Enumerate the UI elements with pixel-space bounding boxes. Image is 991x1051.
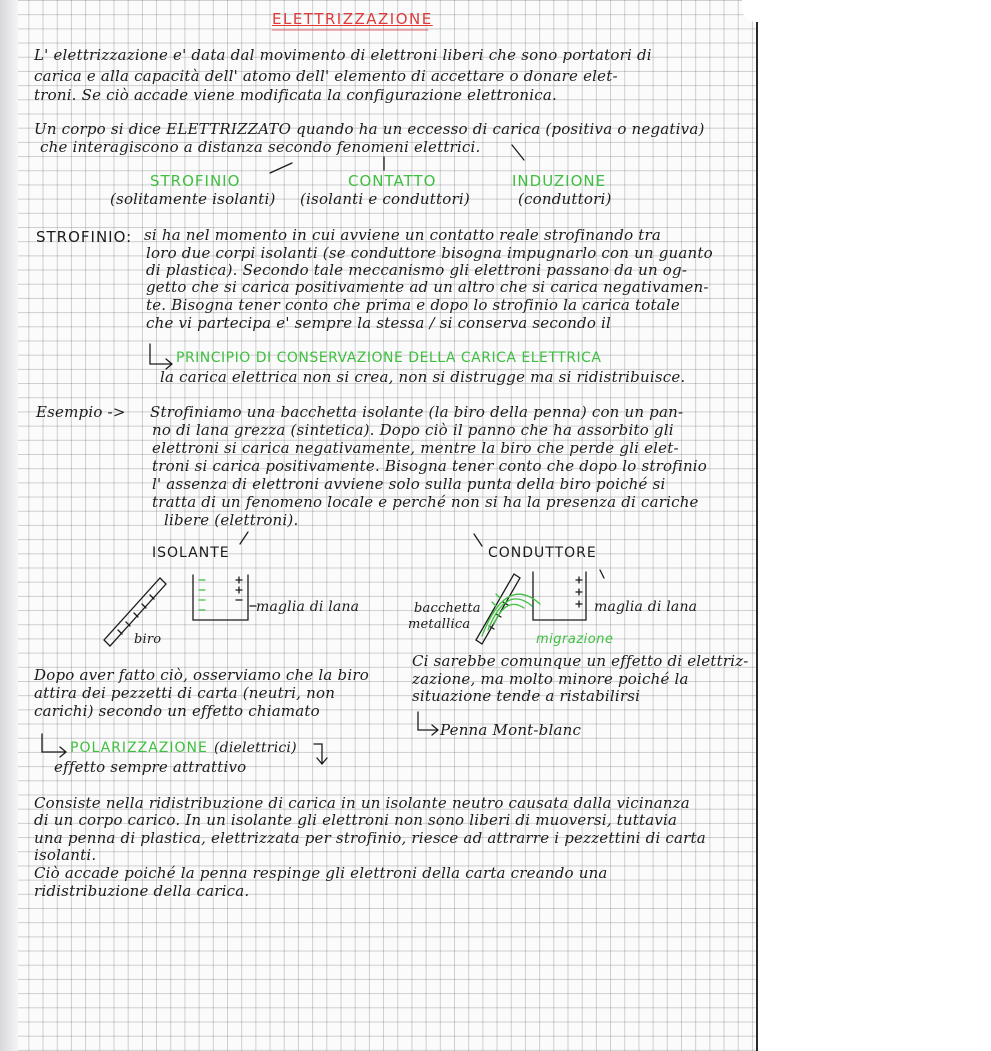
method-strofinio-note: (solitamente isolanti): [110, 190, 276, 208]
polarizzazione-title: POLARIZZAZIONE: [70, 740, 208, 756]
strofinio-label: STROFINIO:: [36, 228, 133, 246]
final-line-5: Ciò accade poiché la penna respinge gli elettroni della carta creando una: [34, 864, 608, 882]
final-line-3: una penna di plastica, elettrizzata per strofinio, riesce ad attrarre i pezzettini di carta: [34, 829, 706, 847]
strofinio-line-4: getto che si carica positivamente ad un altro che si carica negativamen-: [146, 278, 709, 296]
maglia-label-conduttore: maglia di lana: [594, 599, 698, 615]
maglia-label-isolante: maglia di lana: [256, 599, 360, 615]
method-strofinio: STROFINIO: [150, 172, 241, 190]
isolante-rod: [104, 578, 166, 646]
conduttore-label: CONDUTTORE: [488, 545, 597, 561]
final-line-6: ridistribuzione della carica.: [34, 882, 250, 900]
isolante-minus-marks: [199, 580, 205, 610]
esempio-line-6: tratta di un fenomeno locale e perché non si ha la presenza di cariche: [152, 493, 699, 511]
strofinio-line-2: loro due corpi isolanti (se conduttore bisogna impugnarlo con un guanto: [146, 244, 713, 262]
method-induzione-note: (conduttori): [518, 190, 612, 208]
biro-label: biro: [134, 632, 162, 647]
strofinio-line-6: che vi partecipa e' sempre la stessa / si conserva secondo il: [146, 314, 612, 332]
method-induzione: INDUZIONE: [512, 172, 607, 190]
principle-arrow: [150, 344, 172, 369]
branch-right-line: [512, 145, 524, 160]
migrazione-label: migrazione: [536, 632, 614, 647]
principle-title: PRINCIPIO DI CONSERVAZIONE DELLA CARICA ELETTRICA: [176, 350, 602, 366]
result-line-2: attira dei pezzetti di carta (neutri, non: [34, 684, 336, 702]
result-line-1: Dopo aver fatto ciò, osserviamo che la biro: [34, 666, 369, 684]
isolante-tick: [240, 532, 248, 544]
final-line-2: di un corpo carico. In un isolante gli elettroni non sono liberi di muoversi, tuttavia: [34, 811, 678, 829]
branch-left-line: [270, 163, 292, 173]
intro-line-2: carica e alla capacità dell' atomo dell' elemento di accettare o donare elet-: [34, 67, 618, 85]
esempio-line-1: Strofiniamo una bacchetta isolante (la biro della penna) con un pan-: [150, 403, 684, 421]
conduttore-tick-top: [600, 570, 604, 578]
penna-label: Penna Mont-blanc: [440, 721, 582, 739]
intro-line-3: troni. Se ciò accade viene modificata la configurazione elettronica.: [34, 86, 557, 104]
result-line-3: carichi) secondo un effetto chiamato: [34, 702, 320, 720]
esempio-label: Esempio ->: [36, 403, 126, 421]
method-contatto: CONTATTO: [348, 172, 437, 190]
conduttore-tick: [474, 534, 482, 546]
conduttore-beaker: [533, 572, 586, 620]
strofinio-line-5: te. Bisogna tener conto che prima e dopo lo strofinio la carica totale: [146, 296, 680, 314]
polarizzazione-sub: effetto sempre attrattivo: [54, 758, 247, 776]
definition-line-1: Un corpo si dice ELETTRIZZATO quando ha un eccesso di carica (positiva o negativa): [34, 120, 705, 138]
principle-text: la carica elettrica non si crea, non si distrugge ma si ridistribuisce.: [160, 368, 686, 386]
conductor-line-1: Ci sarebbe comunque un effetto di elettriz-: [412, 652, 749, 670]
conductor-line-2: zazione, ma molto minore poiché la: [412, 670, 689, 688]
isolante-beaker: [193, 575, 248, 620]
conductor-line-3: situazione tende a ristabilirsi: [412, 687, 641, 705]
strofinio-line-1: si ha nel momento in cui avviene un contatto reale strofinando tra: [144, 226, 662, 244]
bacchetta-label-1: bacchetta: [414, 601, 481, 616]
definition-line-2: che interagiscono a distanza secondo fenomeni elettrici.: [40, 138, 481, 156]
polarizzazione-note: (dielettrici): [214, 740, 297, 756]
esempio-line-4: troni si carica positivamente. Bisogna tener conto che dopo lo strofinio: [152, 457, 708, 475]
polarizzazione-arrow: [42, 734, 66, 757]
final-line-4: isolanti.: [34, 846, 97, 864]
esempio-line-5: l' assenza di elettroni avviene solo sulla punta della biro poiché si: [152, 475, 666, 493]
method-contatto-note: (isolanti e conduttori): [300, 190, 470, 208]
isolante-label: ISOLANTE: [152, 545, 230, 561]
polarizzazione-down-arrow: [314, 744, 327, 764]
esempio-line-3: elettroni si carica negativamente, mentre la biro che perde gli elet-: [152, 439, 679, 457]
isolante-plus-marks: [236, 577, 242, 600]
penna-arrow: [418, 712, 438, 735]
strofinio-line-3: di plastica). Secondo tale meccanismo gli elettroni passano da un og-: [146, 261, 688, 279]
conduttore-plus-marks: [576, 577, 582, 607]
final-line-1: Consiste nella ridistribuzione di carica in un isolante neutro causata dalla vicinanza: [34, 794, 690, 812]
bacchetta-label-2: metallica: [408, 617, 471, 632]
esempio-line-7: libere (elettroni).: [164, 511, 299, 529]
intro-line-1: L' elettrizzazione e' data dal movimento di elettroni liberi che sono portatori di: [34, 46, 652, 64]
page-title: ELETTRIZZAZIONE: [272, 10, 433, 28]
esempio-line-2: no di lana grezza (sintetica). Dopo ciò il panno che ha assorbito gli: [152, 421, 674, 439]
